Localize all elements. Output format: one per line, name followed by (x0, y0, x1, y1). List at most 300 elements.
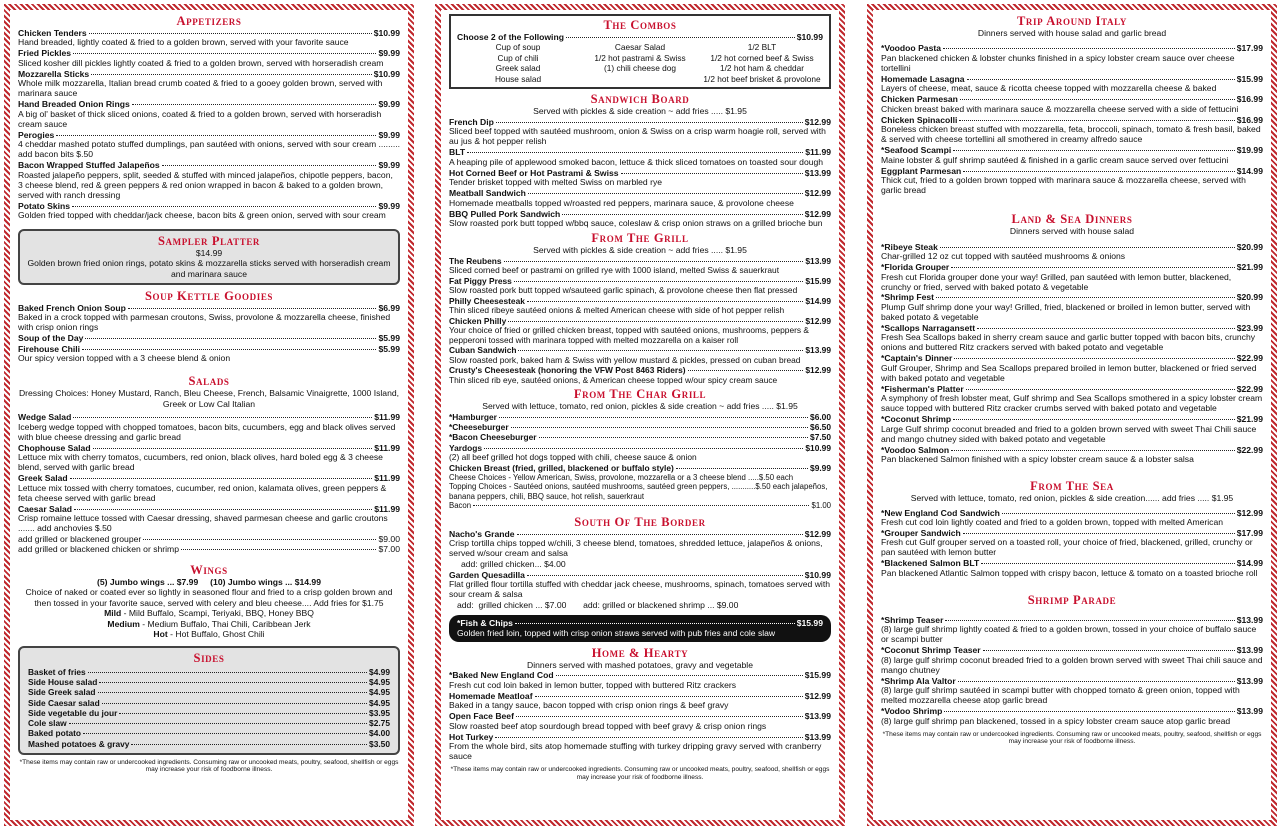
leader (516, 716, 803, 717)
leader (73, 53, 376, 54)
section-sea (881, 479, 1263, 579)
list: - Hot Buffalo, Ghost Chili (167, 629, 265, 640)
menu-item (449, 117, 831, 147)
item-price: $13.99 (805, 345, 831, 356)
item-name: Potato Skins (18, 200, 71, 211)
combo-option: 1/2 hot pastrami & Swiss (594, 52, 686, 63)
menu-item (881, 615, 1263, 645)
combo-option: 1/2 hot ham & cheddar (720, 63, 804, 74)
item-desc: Pan blackened chicken & lobster chunks finished in a spicy lobster cream sauce over cheese tortellini (881, 52, 1235, 73)
menu-item (449, 422, 831, 432)
wings-sizes: (5) Jumbo wings ... $7.99 (10) Jumbo wings ... $14.99 (97, 576, 321, 587)
item-price: $4.00 (369, 728, 390, 739)
section-title: Shrimp Parade (1027, 592, 1117, 607)
item-price: $4.99 (369, 666, 390, 677)
combo-option: Caesar Salad (614, 42, 666, 53)
item-price: $9.99 (378, 160, 400, 171)
item-name: Fat Piggy Press (449, 275, 512, 286)
item-desc: Pan blackened Salmon finished with a spicy lobster cream sauce & a lobster salsa (881, 454, 1194, 465)
item-name: *New England Cod Sandwich (881, 507, 1000, 518)
item-price: $4.95 (369, 677, 390, 688)
item-row (28, 728, 390, 738)
item-desc: Boneless chicken breast stuffed with mozzarella, feta, broccoli, spinach, tomato & fresh basil, baked & served with cheese tortellini all smothered in creamy alfredo sauce (881, 124, 1261, 145)
item-price: $10.99 (373, 28, 400, 38)
item-price: $2.75 (369, 718, 390, 729)
item-price: $12.99 (804, 690, 831, 701)
item-desc: Hand breaded, lightly coated & fried to a golden brown, served with your favorite sauce (18, 37, 349, 48)
leader (953, 150, 1235, 151)
item-name: Fried Pickles (18, 48, 72, 59)
combo-option (579, 74, 701, 85)
item-desc: Homemade meatballs topped w/roasted red peppers, marinara sauce, & provolone cheese (449, 197, 794, 208)
menu-item (881, 94, 1263, 114)
item-price: $16.99 (1236, 114, 1263, 125)
section-note: Served with lettuce, tomato, red onion, pickles & side creation ~ add fries ..... $1.95 (482, 401, 798, 412)
leader (82, 349, 376, 350)
menu-item (449, 670, 831, 690)
leader (951, 267, 1234, 268)
item-desc: Plump Gulf shrimp done your way! Grilled, fried, blackened or broiled in lemon butter, served with baked potato & vegetable (881, 301, 1251, 322)
item-name: *Coconut Shrimp (881, 414, 952, 425)
wing-sauce-medium (18, 619, 400, 629)
item-price: $9.99 (378, 200, 400, 211)
item-row (28, 718, 390, 728)
item-name: Side Greek salad (28, 687, 96, 698)
item-name: BLT (449, 147, 466, 158)
leader (960, 99, 1235, 100)
allergy-footer: *These items may contain raw or undercooked ingredients. Consuming raw or uncooked meats, poultry, seafood, shellfish or eggs may increase your risk of foodborne illness. (19, 758, 399, 774)
item-price: $13.99 (1236, 614, 1263, 625)
section-title: From The Char Grill (573, 387, 707, 402)
item-name: Homemade Lasagna (881, 73, 965, 84)
leader (940, 247, 1235, 248)
leader (983, 650, 1235, 651)
item-price: $11.99 (374, 442, 400, 453)
item-name: Side Caesar salad (28, 697, 100, 708)
item-price: $3.50 (369, 738, 390, 749)
menu-item (449, 529, 831, 559)
item-name: *Cheeseburger (449, 422, 509, 433)
section-title: From The Grill (591, 231, 689, 246)
item-name: Choose 2 of the Following (457, 32, 564, 42)
item-price: $5.99 (378, 343, 400, 354)
item-price: $12.99 (804, 116, 831, 127)
item-row (28, 667, 390, 677)
item-price: $14.99 (805, 295, 831, 306)
item-name: Chicken Breast (fried, grilled, blackened or buffalo style) (449, 462, 674, 473)
leader (676, 468, 808, 469)
menu-item (449, 345, 831, 365)
leader (83, 733, 367, 734)
item-name: Chicken Spinacolli (881, 114, 958, 125)
leader (944, 711, 1234, 712)
item-desc: A symphony of fresh lobster meat, Gulf shrimp and Sea Scallops smothered in a spicy lobster cream sauce topped with buttered Ritz cracker crumbs served with baked potato and vegetable (881, 393, 1263, 414)
leader (128, 308, 377, 309)
item-name: *Grouper Sandwich (881, 527, 961, 538)
item-name: *Fisherman's Platter (881, 383, 964, 394)
item-desc: From the whole bird, sits atop homemade stuffing with turkey dripping gravy served with cranberry sauce (449, 741, 822, 761)
leader (514, 281, 804, 282)
menu-item (449, 316, 831, 346)
leader (936, 297, 1235, 298)
item-list (18, 303, 400, 364)
leader (499, 417, 808, 418)
item-desc: Large Gulf shrimp coconut breaded and fried to a golden brown served with sweet Thai Chili sauce and mango chutney sided with baked potato and vegetable (881, 423, 1257, 444)
item-price: $7.50 (810, 432, 831, 443)
item-desc: A heaping pile of applewood smoked bacon, lettuce & thick sliced tomatoes on toasted sour dough (449, 156, 824, 167)
leader (132, 104, 377, 105)
item-name: *Seafood Scampi (881, 145, 952, 156)
menu-item (28, 739, 390, 749)
leader (99, 682, 367, 683)
menu-item (449, 168, 831, 188)
menu-item (881, 558, 1263, 578)
item-name: *Vodoo Shrimp (881, 706, 943, 717)
menu-item (18, 504, 400, 534)
item-list (449, 529, 831, 559)
item-price: $10.99 (373, 68, 400, 79)
leader (963, 533, 1235, 534)
section-note: Dinners served with house salad and garlic bread (977, 28, 1167, 38)
item-price: $12.99 (804, 188, 831, 199)
item-name: Homemade Meatloaf (449, 690, 533, 701)
item-price: $9.99 (378, 48, 400, 59)
item-list (881, 508, 1263, 579)
item-price: $11.99 (374, 503, 400, 514)
section-grill (449, 231, 831, 385)
item-desc: Roasted jalapeño peppers, split, seeded & stuffed with minced jalapeños, chipotle peppers, bacon, 3 cheese blend, red & green peppers & red onion wrapped in bacon & baked to a golden brown, served with ranch dressing (18, 169, 393, 200)
item-price: $11.99 (805, 147, 831, 158)
menu-item (449, 365, 831, 385)
item-price: $13.99 (805, 255, 831, 266)
item-desc: Fresh cut cod loin baked in lemon butter, topped with buttered Ritz crackers (449, 679, 737, 690)
item-price: $20.99 (1236, 292, 1263, 303)
leader (69, 723, 367, 724)
item-name: Mozzarella Sticks (18, 68, 90, 79)
menu-item (881, 353, 1263, 383)
item-desc: Thick cut, fried to a golden brown topped with marinara sauce & mozzarella cheese, served with garlic bread (881, 175, 1246, 196)
item-price: $9.99 (378, 129, 400, 140)
wing-sauce-hot (18, 629, 400, 639)
menu-item (449, 732, 831, 762)
item-price: $5.99 (378, 333, 400, 344)
leader (72, 206, 376, 207)
item-name: Firehouse Chili (18, 343, 81, 354)
item-row (449, 422, 831, 432)
wing-sauce-mild (18, 608, 400, 618)
combo-grid (457, 42, 823, 84)
menu-item (28, 718, 390, 728)
section-landsea (881, 212, 1263, 465)
leader (959, 120, 1234, 121)
leader (688, 370, 804, 371)
item-desc: Fresh cut Florida grouper done your way! Grilled, pan sautéed with lemon butter, blackened, crunchy or fried, served with baked potato & vegetable (881, 271, 1232, 292)
section-title: Soup Kettle Goodies (144, 288, 274, 303)
item-desc: (8) large gulf shrimp sautéed in scampi butter with chopped tomato & green onion, topped with melted mozzarella cheese atop garlic bread (881, 685, 1240, 706)
leader (91, 74, 372, 75)
item-desc: Iceberg wedge topped with chopped tomatoes, bacon bits, cucumbers, egg and black olives served with blue cheese dressing and garlic bread (18, 421, 396, 442)
leader (143, 539, 376, 540)
section-note: Dinners served with mashed potatoes, gravy and vegetable (527, 659, 753, 670)
leader (621, 173, 803, 174)
leader (504, 261, 804, 262)
section-title: From The Sea (1030, 479, 1114, 494)
item-desc: Sliced kosher dill pickles lightly coated & fried to a golden brown, served with horseradish cream (18, 57, 384, 68)
menu-item (18, 48, 400, 68)
item-price: $22.99 (1236, 444, 1263, 455)
menu-item (449, 256, 831, 276)
item-row (449, 711, 831, 721)
menu-item (881, 43, 1263, 73)
item-list (449, 570, 831, 600)
item-price: $6.00 (810, 411, 831, 422)
item-desc: Fresh cut cod loin lightly coated and fried to a golden brown, topped with melted American (881, 517, 1224, 527)
item-name: *Bacon Cheeseburger (449, 432, 537, 443)
leader (527, 575, 803, 576)
leader (539, 437, 809, 438)
item-name: The Reubens (449, 255, 502, 266)
menu-item (18, 130, 400, 160)
item-price: $10.99 (796, 32, 823, 42)
item-desc: A big ol' basket of thick sliced onions, coated & fried to a golden brown, served with horseradish cream sauce (18, 108, 382, 129)
item-desc: Whole milk mozzarella, Italian bread crumb coated & fried to a gooey golden brown, served with marinara sauce (18, 78, 383, 99)
item-price: $4.95 (369, 697, 390, 708)
menu-item (449, 711, 831, 731)
item-desc: Baked in a crock topped with parmesan croutons, Swiss, provolone & mozzarella cheese, finished with crisp onion rings (18, 312, 391, 333)
item-price: $20.99 (1236, 241, 1263, 252)
leader (119, 713, 367, 714)
item-name: *Florida Grouper (881, 262, 950, 273)
section-soup (18, 289, 400, 364)
leader (954, 358, 1234, 359)
item-price: $15.99 (796, 617, 823, 628)
item-price: $22.99 (1236, 353, 1263, 364)
leader (131, 744, 367, 745)
label: Mild (104, 608, 122, 619)
allergy-footer: *These items may contain raw or undercooked ingredients. Consuming raw or uncooked meats, poultry, seafood, shellfish or eggs may increase your risk of foodborne illness. (450, 765, 830, 781)
item-desc: Tender brisket topped with melted Swiss on marbled rye (449, 177, 663, 188)
item-name: Meatball Sandwich (449, 188, 526, 199)
leader (517, 534, 803, 535)
item-row (28, 687, 390, 697)
item-name: Cuban Sandwich (449, 345, 517, 356)
item-name: Basket of fries (28, 666, 86, 677)
item-price: $14.99 (1236, 165, 1263, 176)
section-appetizers (18, 14, 400, 221)
item-name: Perogies (18, 129, 55, 140)
section-note: Dinners served with house salad (1009, 226, 1135, 237)
item-desc: Char-grilled 12 oz cut topped with sautéed mushrooms & onions (881, 251, 1126, 262)
item-price: $21.99 (1236, 262, 1263, 273)
label: Medium (107, 618, 140, 629)
item-name: Baked potato (28, 728, 82, 739)
item-desc: (8) large gulf shrimp coconut breaded fried to a golden brown served with sweet Thai chili sauce and mango chutney (881, 654, 1263, 675)
cheese-choices: Cheese Choices - Yellow American, Swiss, provolone, mozzarella or a 3 cheese blend .....$.50 each (449, 472, 794, 482)
section-title: Sandwich Board (590, 92, 690, 107)
item-price: $6.50 (810, 422, 831, 433)
item-price: $6.99 (378, 302, 400, 313)
item-price: $15.99 (1236, 73, 1263, 84)
item-list (449, 117, 831, 229)
section-chargrill (449, 387, 831, 510)
item-price: $13.99 (1236, 675, 1263, 686)
item-price: $12.99 (1236, 507, 1263, 518)
item-name: Baked French Onion Soup (18, 302, 126, 313)
menu-item (449, 147, 831, 167)
item-row (449, 432, 831, 442)
leader (508, 321, 803, 322)
item-desc: 4 cheddar mashed potato stuffed dumplings, pan sautéed with onions, served with sour cream ......... add bacon bits $.50 (18, 139, 401, 160)
menu-item (881, 445, 1263, 465)
item-list (881, 242, 1263, 465)
menu-item (449, 691, 831, 711)
item-desc: Chicken breast baked with marinara sauce & mozzarella cheese served with a side of fettucini (881, 103, 1239, 114)
menu-item (881, 706, 1263, 726)
section-title: Sides (193, 650, 225, 665)
menu-item (449, 276, 831, 296)
item-name: Open Face Beef (449, 711, 514, 722)
item-name: *Scallops Narragansett (881, 322, 976, 333)
item-price: $14.99 (1236, 558, 1263, 569)
item-name: Yardogs (449, 442, 483, 453)
menu-item (881, 166, 1263, 196)
leader (1002, 513, 1235, 514)
section-title: The Combos (603, 18, 677, 32)
menu-item (18, 534, 400, 544)
item-name: Side House salad (28, 677, 98, 688)
menu-item (881, 145, 1263, 165)
leader (981, 563, 1234, 564)
item-price: $23.99 (1236, 322, 1263, 333)
combo-head (457, 32, 823, 42)
leader (102, 703, 367, 704)
menu-item (449, 296, 831, 316)
item-desc: Sliced beef topped with sautéed mushroom, onion & Swiss on a crisp warm hoagie roll, served with au jus & hot pepper relish (449, 126, 826, 147)
item-name: *Hamburger (449, 411, 497, 422)
item-name: Crusty's Cheesesteak (honoring the VFW Post 8463 Riders) (449, 365, 686, 376)
combo-option: Cup of soup (495, 42, 541, 53)
item-desc: Layers of cheese, meat, sauce & ricotta cheese topped with mozzarella cheese & baked (881, 83, 1217, 94)
leader (56, 135, 376, 136)
combo-option: Greek salad (495, 63, 541, 74)
item-name: Mashed potatoes & gravy (28, 738, 130, 749)
item-name: add grilled or blackened chicken or shrimp (18, 544, 179, 555)
item-name: Chicken Parmesan (881, 94, 958, 105)
item-row (449, 463, 831, 473)
item-row (28, 739, 390, 749)
menu-item (18, 201, 400, 221)
item-name: Garden Quesadilla (449, 569, 525, 580)
item-name: *Baked New England Cod (449, 670, 554, 681)
item-price: $17.99 (1236, 43, 1263, 54)
item-desc: Golden fried loin, topped with crisp onion straws served with pub fries and cole slaw (457, 628, 776, 639)
fish-and-chips-banner (449, 615, 831, 642)
leader (566, 37, 795, 38)
list: - Mild Buffalo, Scampi, Teriyaki, BBQ, Honey BBQ (121, 608, 314, 619)
item-desc: Flat grilled flour tortilla stuffed with cheddar jack cheese, mushrooms, spinach, tomatoes served with sour cream & salsa (449, 579, 831, 600)
leader (88, 672, 367, 673)
section-wings (18, 563, 400, 640)
leader (518, 350, 803, 351)
menu-item (449, 463, 831, 473)
section-note: Served with pickles & side creation ~ add fries ..... $1.95 (533, 106, 747, 117)
item-list (18, 412, 400, 534)
leader (89, 33, 372, 34)
menu-item (881, 508, 1263, 528)
leader (515, 623, 795, 624)
item-list (449, 412, 831, 473)
item-price: $10.99 (804, 569, 831, 580)
menu-item (18, 544, 400, 554)
menu-item (28, 687, 390, 697)
item-row (28, 677, 390, 687)
leader (495, 737, 802, 738)
section-sandwich (449, 92, 831, 229)
item-name: Hot Turkey (449, 731, 494, 742)
item-name: Eggplant Parmesan (881, 165, 962, 176)
combos-box (449, 14, 831, 89)
menu-item (881, 384, 1263, 414)
item-price: $3.95 (369, 707, 390, 718)
item-name: Chophouse Salad (18, 442, 91, 453)
menu-item (18, 69, 400, 99)
item-name: Nacho's Grande (449, 528, 515, 539)
menu-item (449, 412, 831, 422)
item-desc: Fresh cut Gulf grouper served on a toasted roll, your choice of fried, blackened, grilled, crunchy or pan sautéed with lemon butter (881, 537, 1253, 558)
item-price: $7.00 (378, 544, 400, 555)
menu-item (449, 188, 831, 208)
sides-box (18, 646, 400, 755)
item-desc: Golden fried topped with cheddar/jack cheese, bacon bits & green onion, served with sour cream (18, 210, 386, 221)
item-name: Bacon Wrapped Stuffed Jalapeños (18, 160, 160, 171)
item-name: *Shrimp Fest (881, 292, 935, 303)
menu-item (18, 473, 400, 503)
menu-item (881, 645, 1263, 675)
add-on: add: grilled chicken... $4.00 (461, 559, 566, 570)
dressing-choices: Dressing Choices: Honey Mustard, Ranch, Bleu Cheese, French, Balsamic Vinaigrette, 1000 Island, Greek or Low Cal Italian (18, 388, 400, 409)
item-desc: Slow roasted pork, baked ham & Swiss with yellow mustard & pickles, pressed on cuban bread (449, 354, 801, 365)
menu-item (457, 618, 823, 628)
menu-item (881, 676, 1263, 706)
item-name: French Dip (449, 116, 494, 127)
item-desc: Crisp romaine lettuce tossed with Caesar dressing, shaved parmesan cheese and garlic croutons ....... add anchovies $.50 (18, 513, 388, 533)
item-list (881, 615, 1263, 727)
item-name: Caesar Salad (18, 503, 72, 514)
leader (945, 620, 1234, 621)
item-row (449, 412, 831, 422)
allergy-footer: *These items may contain raw or undercooked ingredients. Consuming raw or uncooked meats, poultry, seafood, shellfish or eggs may increase your risk of foodborne illness. (882, 730, 1262, 746)
leader (93, 448, 373, 449)
item-price: $9.99 (810, 462, 831, 473)
combo-option: 1/2 hot corned beef & Swiss (710, 52, 814, 63)
menu-item (881, 242, 1263, 262)
item-price: $11.99 (374, 412, 400, 423)
leader (943, 48, 1235, 49)
item-desc: Our spicy version topped with a 3 cheese blend & onion (18, 353, 231, 364)
label: Hot (153, 629, 168, 640)
item-price: $12.99 (804, 208, 831, 219)
item-desc: Lettuce mix tossed with cherry tomatoes, cucumber, red onion, kalamata olives, green peppers & feta cheese served with garlic bread (18, 482, 387, 503)
item-price: $15.99 (804, 670, 831, 681)
section-title: Trip Around Italy (1017, 14, 1127, 28)
item-price: $22.99 (1236, 383, 1263, 394)
item-price: $13.99 (804, 711, 831, 722)
item-desc: Crisp tortilla chips topped w/chili, 3 cheese blend, tomatoes, shredded lettuce, jalapeños & onions, served w/sour cream and salsa (449, 538, 823, 559)
menu-item (28, 728, 390, 738)
section-title: South Of The Border (574, 514, 706, 529)
leader (73, 417, 372, 418)
sampler-platter-box (18, 229, 400, 285)
